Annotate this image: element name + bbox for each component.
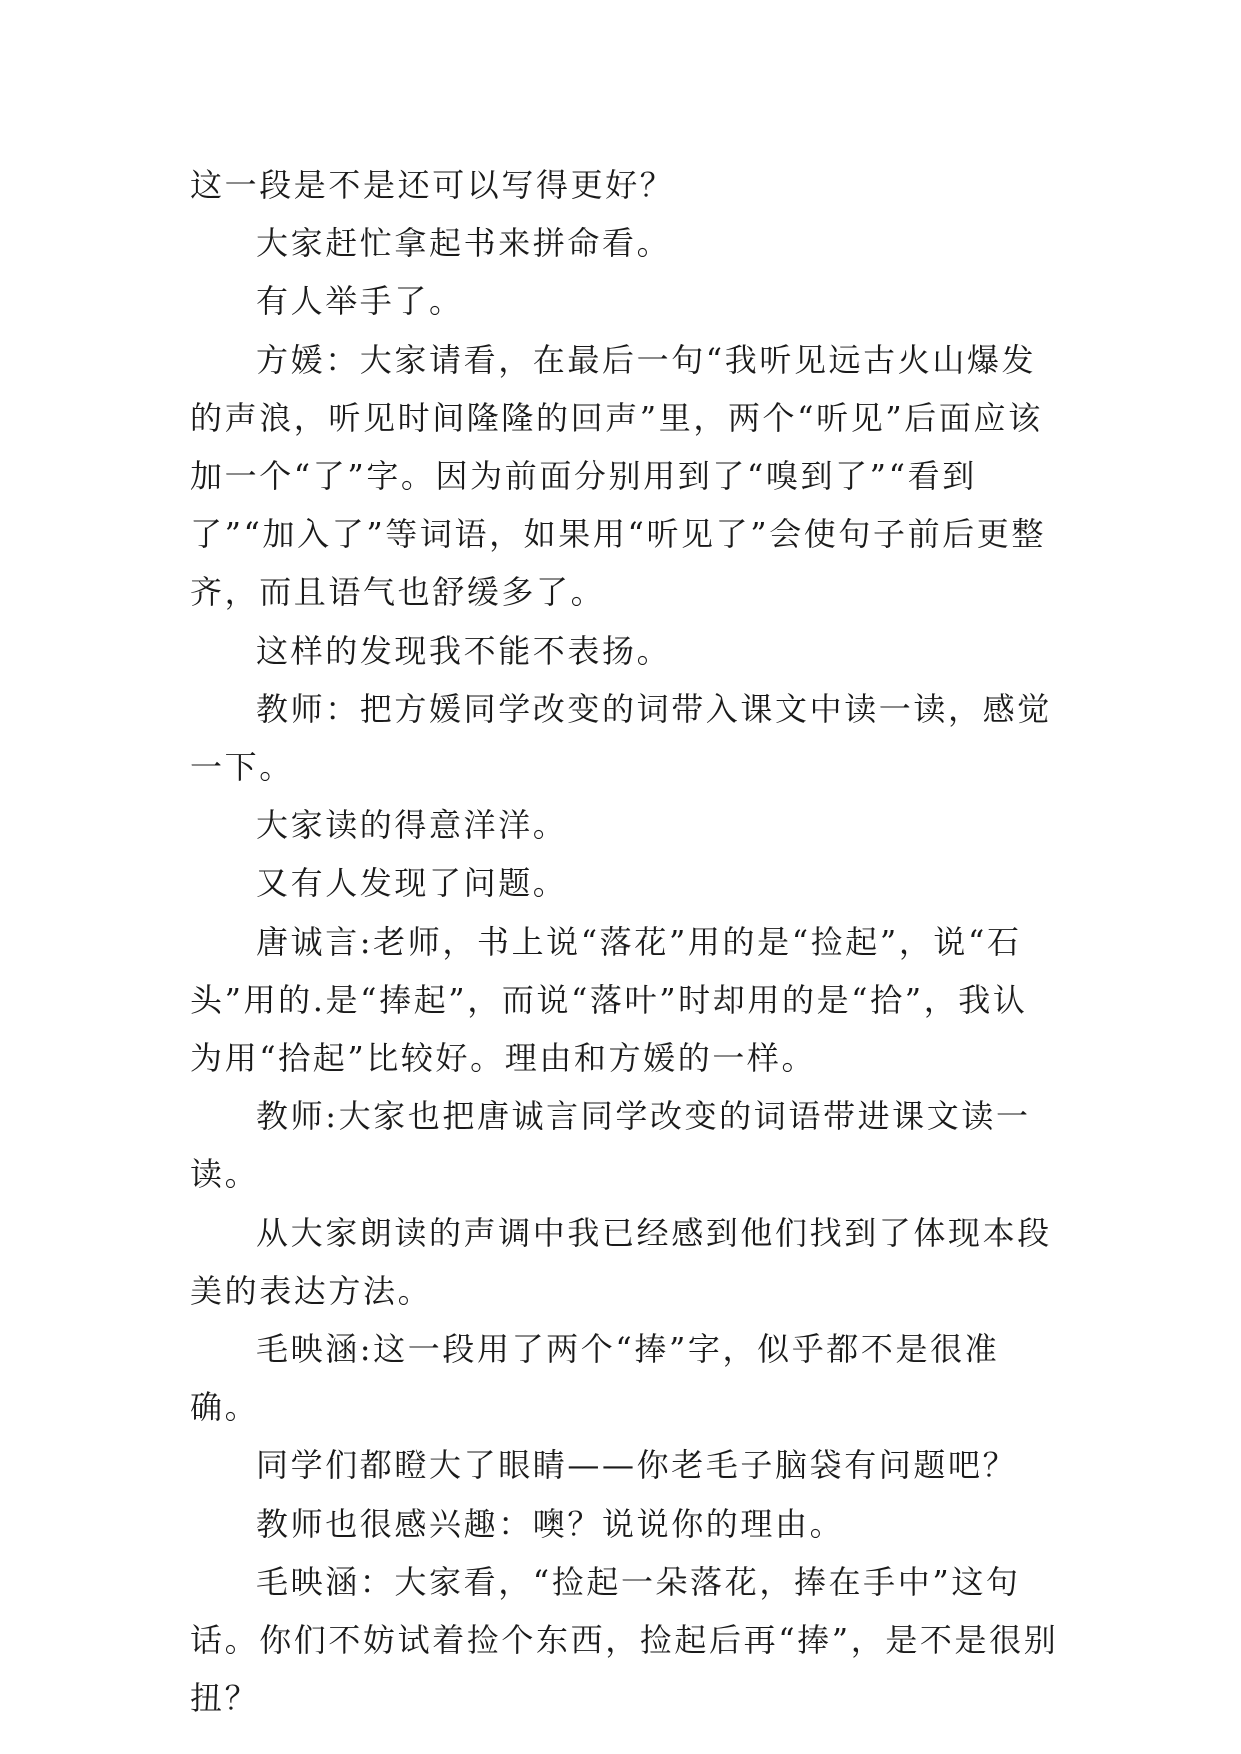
paragraph: 大家读的得意洋洋。 (256, 806, 568, 845)
paragraph: 教师也很感兴趣：噢？说说你的理由。 (256, 1504, 845, 1543)
paragraph: 大家赶忙拿起书来拼命看。 (256, 224, 672, 263)
paragraph: 教师：把方媛同学改变的词带入课文中读一读，感觉一下。 (190, 689, 1052, 787)
paragraph: 又有人发现了问题。 (256, 864, 568, 903)
paragraph: 这样的发现我不能不表扬。 (256, 631, 672, 670)
body-text (190, 156, 1060, 1727)
paragraph: 有人举手了。 (256, 282, 464, 321)
paragraph: 同学们都瞪大了眼睛——你老毛子脑袋有问题吧？ (256, 1446, 1018, 1485)
paragraph: 教师:大家也把唐诚言同学改变的词语带进课文读一读。 (190, 1097, 1031, 1194)
paragraph: 从大家朗读的声调中我已经感到他们找到了体现本段美的表达方法。 (190, 1213, 1052, 1310)
paragraph: 方媛：大家请看，在最后一句“我听见远古火山爆发的声浪，听见时间隆隆的回声”里，两个“听见”后面应该加一个“了”字。因为前面分别用到了“嗅到了”“看到了”“加入了”等词语，如果用“听见了”会使句子前后更整齐，而且语气也舒缓多了。 (190, 340, 1046, 612)
paragraph: 毛映涵:这一段用了两个“捧”字，似乎都不是很准确。 (190, 1330, 1000, 1427)
paragraph: 唐诚言:老师，书上说“落花”用的是“捡起”，说“石头”用的.是“捧起”，而说“落叶”时却用的是“拾”，我认为用“拾起”比较好。理由和方媛的一样。 (190, 922, 1028, 1078)
paragraph: 毛映涵：大家看，“捡起一朵落花，捧在手中”这句话。你们不妨试着捡个东西，捡起后再“捧”，是不是很别扭？ (190, 1562, 1059, 1718)
paragraph: 这一段是不是还可以写得更好？ (190, 166, 675, 204)
